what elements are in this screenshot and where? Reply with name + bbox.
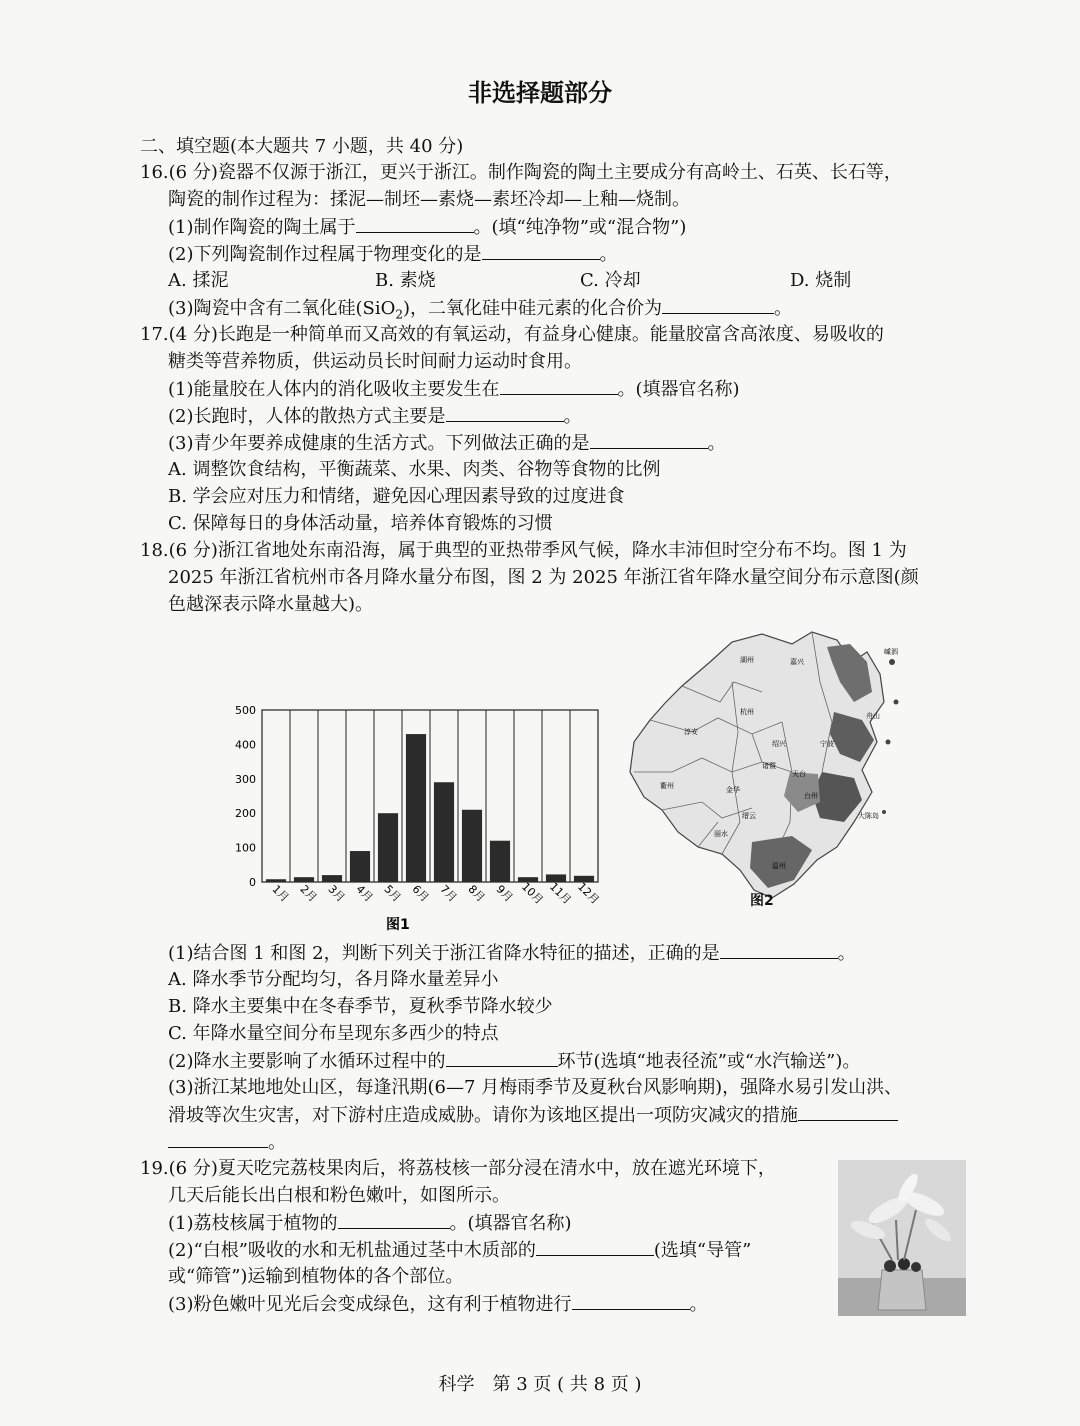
x-tick-label: 5月 xyxy=(381,882,404,905)
q16-part3-blank[interactable] xyxy=(662,295,774,314)
figure2-label: 图2 xyxy=(750,893,774,909)
map-label-zhuji: 诸暨 xyxy=(762,762,776,770)
q19-part2-text: (2)“白根”吸收的水和无机盐通过茎中木质部的 xyxy=(168,1240,536,1261)
q16-option-d: D. 烧制 xyxy=(790,270,852,291)
q16-option-b: B. 素烧 xyxy=(375,270,436,291)
x-tick-label: 8月 xyxy=(465,882,488,905)
q16-intro-line1: 16.(6 分)瓷器不仅源于浙江，更兴于浙江。制作陶瓷的陶土主要成分有高岭土、石英、长石等， xyxy=(140,162,902,183)
lychee-photo-image xyxy=(838,1160,966,1316)
q17-part3 xyxy=(168,430,726,457)
q17-part3-blank[interactable] xyxy=(590,430,708,449)
x-tick-label: 12月 xyxy=(575,880,602,907)
q18-option-a: A. 降水季节分配均匀，各月降水量差异小 xyxy=(168,969,499,990)
x-tick-label: 7月 xyxy=(437,882,460,905)
q19-part3-text: (3)粉色嫩叶见光后会变成绿色，这有利于植物进行 xyxy=(168,1294,572,1315)
map-label-tiantai: 天台 xyxy=(792,770,806,778)
q17-intro-line2: 糖类等营养物质，供运动员长时间耐力运动时食用。 xyxy=(168,351,582,372)
q16-part1-text: (1)制作陶瓷的陶土属于 xyxy=(168,217,356,238)
y-tick-label: 400 xyxy=(235,738,256,752)
q16-part2-text: (2)下列陶瓷制作过程属于物理变化的是 xyxy=(168,244,482,265)
map-label-ningbo: 宁波 xyxy=(820,740,834,748)
page-title: 非选择题部分 xyxy=(468,78,612,107)
q17-part3-text: (3)青少年要养成健康的生活方式。下列做法正确的是 xyxy=(168,433,590,454)
q17-part2-text: (2)长跑时，人体的散热方式主要是 xyxy=(168,406,446,427)
q16-part2-end: 。 xyxy=(599,244,618,265)
map-label-shaoxing: 绍兴 xyxy=(772,740,786,748)
page-footer: 科学 第 3 页 ( 共 8 页 ) xyxy=(438,1374,642,1395)
x-tick-label: 6月 xyxy=(409,882,432,905)
zhejiang-map-image xyxy=(622,622,912,904)
map-label-zhoushan: 舟山 xyxy=(866,712,880,720)
bar-5月 xyxy=(378,813,398,882)
figure1-label: 图1 xyxy=(386,917,410,933)
q18-part3-line3 xyxy=(168,1129,286,1156)
y-tick-label: 0 xyxy=(249,876,256,889)
bar-1月 xyxy=(266,879,286,882)
q16-part2 xyxy=(168,241,618,268)
q16-part2-blank[interactable] xyxy=(482,241,600,260)
map-label-jiaxing: 嘉兴 xyxy=(790,658,804,666)
q19-intro-line1: 19.(6 分)夏天吃完荔枝果肉后，将荔枝核一部分浸在清水中，放在遮光环境下， xyxy=(140,1158,776,1179)
q19-part2-blank[interactable] xyxy=(536,1237,654,1256)
q17-part1 xyxy=(168,376,740,403)
q19-intro-line2: 几天后能长出白根和粉色嫩叶，如图所示。 xyxy=(168,1185,510,1206)
figure2-rainfall-map xyxy=(622,622,912,909)
q19-part3-blank[interactable] xyxy=(572,1291,690,1310)
q18-part3-end: 。 xyxy=(268,1132,286,1153)
map-label-quzhou: 衢州 xyxy=(660,782,674,790)
bar-9月 xyxy=(490,841,510,882)
q18-part2-hint: 环节(选填“地表径流”或“水汽输送”)。 xyxy=(557,1051,861,1072)
q17-part1-blank[interactable] xyxy=(500,376,618,395)
q17-option-a: A. 调整饮食结构，平衡蔬菜、水果、肉类、谷物等食物的比例 xyxy=(168,459,661,480)
q18-intro-line2: 2025 年浙江省杭州市各月降水量分布图，图 2 为 2025 年浙江省年降水量空间分布示意图(颜 xyxy=(168,567,919,588)
q17-part2-blank[interactable] xyxy=(446,403,564,422)
q18-part2 xyxy=(168,1048,860,1075)
q19-part2 xyxy=(168,1237,751,1264)
q18-part1-blank[interactable] xyxy=(720,940,838,959)
x-tick-label: 10月 xyxy=(519,880,546,907)
map-label-lishui: 丽水 xyxy=(714,830,728,838)
figure1-bar-chart xyxy=(222,694,602,934)
q18-part1-text: (1)结合图 1 和图 2，判断下列关于浙江省降水特征的描述，正确的是 xyxy=(168,943,720,964)
q16-intro-line2: 陶瓷的制作过程为：揉泥—制坯—素烧—素坯冷却—上釉—烧制。 xyxy=(168,189,690,210)
map-label-huzhou: 湖州 xyxy=(740,656,754,664)
q16-part3-text: (3)陶瓷中含有二氧化硅(SiO xyxy=(168,298,396,319)
q16-part1-hint: 。(填“纯净物”或“混合物”) xyxy=(473,217,687,238)
y-tick-label: 300 xyxy=(235,772,256,786)
q18-intro-line3: 色越深表示降水量越大)。 xyxy=(168,594,374,615)
q17-intro-line1: 17.(4 分)长跑是一种简单而又高效的有氧运动，有益身心健康。能量胶富含高浓度、易吸收的 xyxy=(140,324,884,345)
q19-part1 xyxy=(168,1210,572,1237)
map-label-jinyun: 缙云 xyxy=(742,812,756,820)
q18-part3-blank-a[interactable] xyxy=(798,1102,898,1121)
q18-part2-text: (2)降水主要影响了水循环过程中的 xyxy=(168,1051,446,1072)
x-tick-label: 11月 xyxy=(547,880,574,907)
y-tick-label: 200 xyxy=(235,807,256,821)
lychee-seedling-photo xyxy=(838,1160,966,1316)
q19-part1-blank[interactable] xyxy=(338,1210,450,1229)
q18-option-c: C. 年降水量空间分布呈现东多西少的特点 xyxy=(168,1023,499,1044)
bar-4月 xyxy=(350,851,370,882)
q16-part1 xyxy=(168,214,686,241)
q19-part1-text: (1)荔枝核属于植物的 xyxy=(168,1213,338,1234)
q18-part3-line2 xyxy=(168,1102,898,1129)
q18-part3-line1: (3)浙江某地地处山区，每逢汛期(6—7 月梅雨季节及夏秋台风影响期)，强降水易引发山洪、 xyxy=(168,1077,903,1098)
x-tick-label: 2月 xyxy=(297,882,320,905)
q19-part1-hint: 。(填器官名称) xyxy=(449,1213,572,1234)
q17-part1-hint: 。(填器官名称) xyxy=(617,379,740,400)
bar-8月 xyxy=(462,810,482,882)
q18-part2-blank[interactable] xyxy=(446,1048,558,1067)
q18-part3-text: 滑坡等次生灾害，对下游村庄造成威胁。请你为该地区提出一项防灾减灾的措施 xyxy=(168,1105,798,1126)
q17-option-c: C. 保障每日的身体活动量，培养体育锻炼的习惯 xyxy=(168,513,553,534)
q16-part3-subscript: 2 xyxy=(395,307,404,322)
q19-part2-line2: 或“筛管”)运输到植物体的各个部位。 xyxy=(168,1266,464,1287)
bar-3月 xyxy=(322,875,342,882)
chart-grid xyxy=(262,710,598,882)
q18-option-b: B. 降水主要集中在冬春季节，夏秋季节降水较少 xyxy=(168,996,553,1017)
q16-part3-text2: )，二氧化硅中硅元素的化合价为 xyxy=(403,298,663,319)
q16-part1-blank[interactable] xyxy=(356,214,474,233)
map-label-chunan: 淳安 xyxy=(684,728,698,736)
x-tick-label: 4月 xyxy=(353,882,376,905)
q17-option-b: B. 学会应对压力和情绪，避免因心理因素导致的过度进食 xyxy=(168,486,625,507)
bar-7月 xyxy=(434,782,454,882)
q18-intro-line1: 18.(6 分)浙江省地处东南沿海，属于典型的亚热带季风气候，降水丰沛但时空分布不均。图 1 为 xyxy=(140,540,907,561)
y-tick-label: 500 xyxy=(235,704,256,717)
q18-part1-end: 。 xyxy=(837,943,856,964)
chart-x-ticks xyxy=(270,880,602,907)
map-label-taizhou: 台州 xyxy=(804,792,818,800)
map-label-dachen: 大陈岛 xyxy=(858,812,879,820)
y-tick-label: 100 xyxy=(235,841,256,855)
q19-part3 xyxy=(168,1291,708,1318)
q17-part2-end: 。 xyxy=(563,406,582,427)
q16-option-c: C. 冷却 xyxy=(580,270,641,291)
chart-y-ticks xyxy=(235,704,256,889)
q18-part3-blank-b[interactable] xyxy=(168,1129,268,1148)
section-heading: 二、填空题(本大题共 7 小题，共 40 分) xyxy=(140,136,464,157)
map-label-shengsi: 嵊泗 xyxy=(884,648,898,656)
map-label-jinhua: 金华 xyxy=(726,786,740,794)
x-tick-label: 1月 xyxy=(269,882,292,905)
map-label-wenzhou: 温州 xyxy=(772,862,786,870)
bar-2月 xyxy=(294,877,314,882)
q17-part2 xyxy=(168,403,582,430)
map-label-hangzhou: 杭州 xyxy=(740,708,754,716)
q19-part3-end: 。 xyxy=(689,1294,708,1315)
q16-part3-end: 。 xyxy=(774,298,793,319)
q19-part2-hint: (选填“导管” xyxy=(653,1240,752,1261)
q16-option-a: A. 揉泥 xyxy=(168,270,229,291)
q17-part3-end: 。 xyxy=(707,433,726,454)
q18-part1 xyxy=(168,940,856,967)
bar-6月 xyxy=(406,734,426,882)
q17-part1-text: (1)能量胶在人体内的消化吸收主要发生在 xyxy=(168,379,500,400)
x-tick-label: 9月 xyxy=(493,882,516,905)
x-tick-label: 3月 xyxy=(325,882,348,905)
